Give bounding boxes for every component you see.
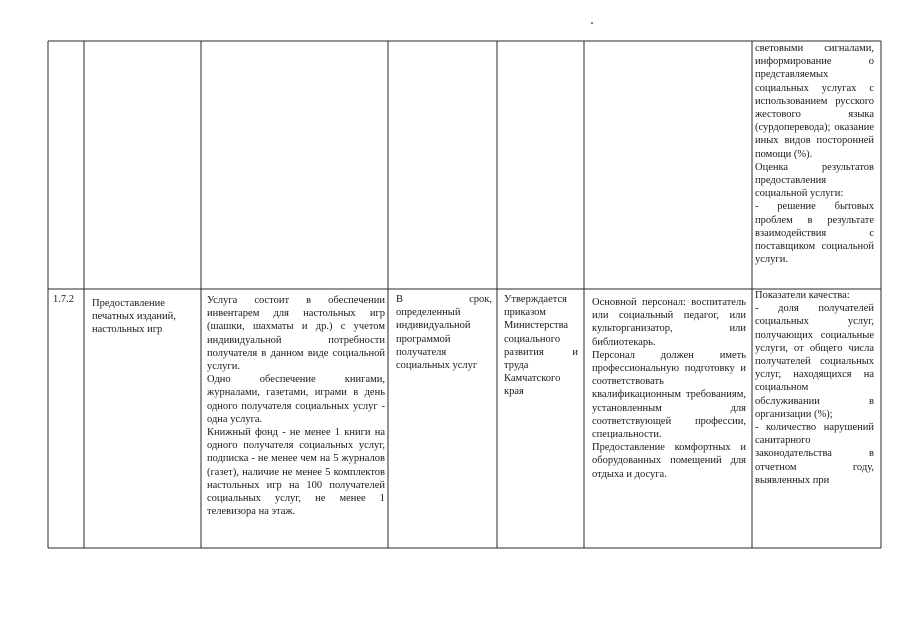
cell-quality-continued: [755, 42, 874, 288]
conditions-1: Основной персонал: воспитатель или социальный педагог, или культорганизатор, или библиотекарь.: [592, 297, 746, 348]
service-name: Предоставление печатных изданий, настольных игр: [92, 298, 176, 336]
cell-service-conditions: [592, 296, 746, 546]
service-tariff: Утверждается приказом Министерства социального развития и труда Камчатского края: [504, 294, 578, 398]
service-description-2: Одно обеспечение книгами, журналами, газетами, играми в день одного получателя социальных услуг - одна услуга.: [207, 374, 385, 425]
service-term: В срок, определенный индивидуальной программой получателя социальных услуг: [396, 294, 492, 372]
quality-1: Показатели качества:: [755, 290, 850, 301]
quality-2: - доля получателей социальных услуг, получающих социальные услуги, от общего числа получателей социальных услуг, находящихся на социальном обслуживании в организации (%);: [755, 303, 874, 420]
cell-quality-indicators: [755, 289, 874, 546]
row-number: 1.7.2: [53, 294, 74, 305]
service-description-3: Книжный фонд - не менее 1 книги на одного получателя социальных услуг, подписка - не менее чем на 5 журналов (газет), наличие не менее 5 комплектов настольных игр на 100 получателей социальных услуг, не менее 1 телевизора на этаж.: [207, 427, 385, 518]
conditions-2: Персонал должен иметь профессиональную подготовку и соответствовать квалификационным требованиям, установленным для соответствующей профессии, специальности.: [592, 349, 746, 441]
conditions-3: Предоставление комфортных и оборудованных помещений для отдыха и досуга.: [592, 442, 746, 480]
quality-text-tail-1: световыми сигналами, информирование о представляемых социальных услугах с использованием русского жестового языка (сурдоперевода); оказание иных видов посторонней помощи (%).: [755, 43, 874, 160]
service-description-1: Услуга состоит в обеспечении инвентарем для настольных игр (шашки, шахматы и др.) с учетом индивидуальной потребности получателя в данном виде социальной услуги.: [207, 295, 385, 373]
quality-text-tail-2: Оценка результатов предоставления социальной услуги:: [755, 161, 874, 200]
cell-service-description: [207, 294, 385, 546]
quality-text-tail-3: - решение бытовых проблем в результате взаимодействия с поставщиком социальной услуги.: [755, 201, 874, 266]
quality-3: - количество нарушений санитарного законодательства в отчетном году, выявленных при: [755, 422, 874, 486]
